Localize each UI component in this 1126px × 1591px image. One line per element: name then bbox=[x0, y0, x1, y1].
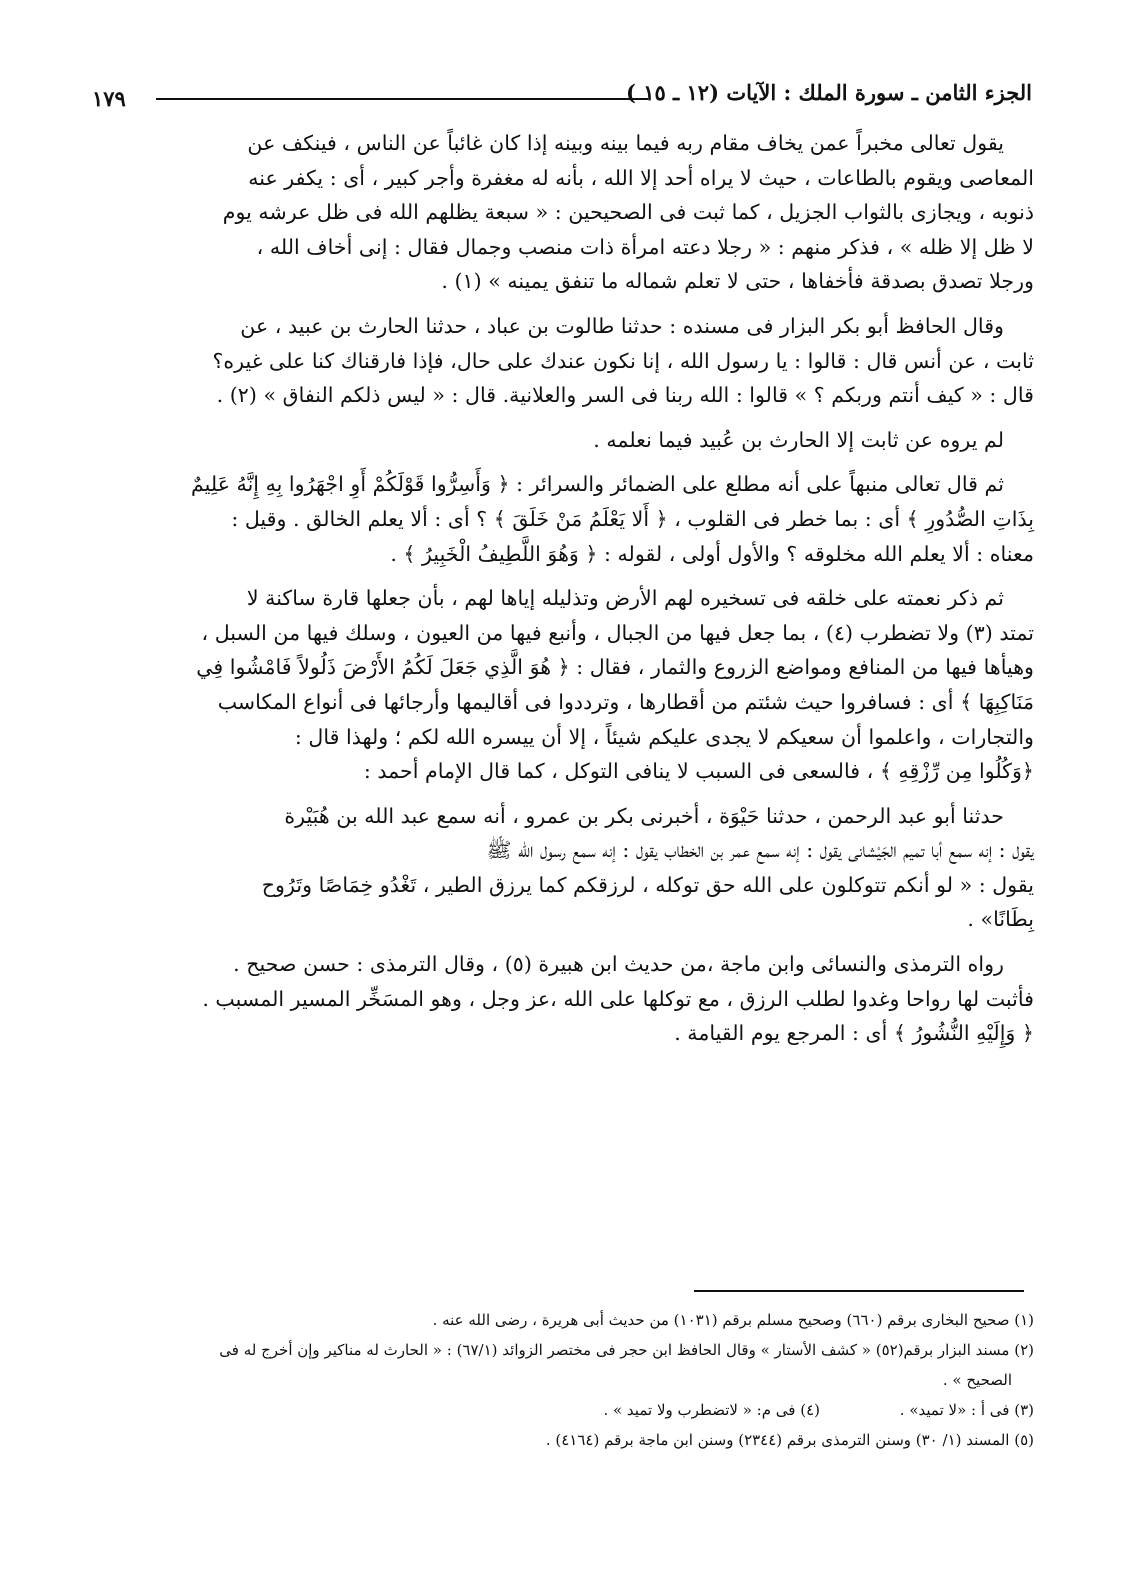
paragraph bbox=[82, 126, 1034, 299]
footnote-2: (٢) مسند البزار برقم(٥٢) « كشف الأستار » وقال الحافظ ابن حجر فى مختصر الزوائد (٦٧/١) : « الحارث له مناكير وإن أخرج له فى bbox=[219, 1341, 1034, 1359]
text-line: ثم قال تعالى منبهاً على أنه مطلع على الضمائر والسرائر : ﴿ وَأَسِرُّوا قَوْلَكُمْ أَوِ اجْهَرُوا بِهِ إِنَّهُ عَلِيمٌ bbox=[190, 472, 1004, 497]
text-line: وقال الحافظ أبو بكر البزار فى مسنده : حدثنا طالوت بن عباد ، حدثنا الحارث بن عبيد ، عن bbox=[240, 313, 1004, 338]
paragraph bbox=[82, 467, 1034, 571]
paragraph bbox=[82, 423, 1034, 458]
paragraph bbox=[82, 799, 1034, 937]
footnote-1: (١) صحيح البخارى برقم (٦٦٠) وصحيح مسلم برقم (١٠٣١) من حديث أبى هريرة ، رضى الله عنه . bbox=[432, 1311, 1034, 1329]
text-line: تمتد (٣) ولا تضطرب (٤) ، بما جعل فيها من الجبال ، وأنبع فيها من العيون ، وسلك فيها من السبل ، bbox=[201, 620, 1034, 645]
text-line: لا ظل إلا ظله » ، فذكر منهم : « رجلا دعته امرأة ذات منصب وجمال فقال : إنى أخاف الله ، bbox=[256, 234, 1034, 259]
text-line: ذنوبه ، ويجازى بالثواب الجزيل ، كما ثبت فى الصحيحين : « سبعة يظلهم الله فى ظل عرشه يوم bbox=[222, 200, 1034, 225]
text-line: ﴿ وَإِلَيْهِ النُّشُورُ ﴾ أى : المرجع يوم القيامة . bbox=[674, 1021, 1034, 1046]
text-line: بِذَاتِ الصُّدُورِ ﴾ أى : بما خطر فى القلوب ، ﴿ أَلا يَعْلَمُ مَنْ خَلَقَ ﴾ ؟ أى : ألا يعلم الخالق . وقيل : bbox=[231, 506, 1034, 531]
text-line: مَنَاكِبِهَا ﴾ أى : فسافروا حيث شئتم من أقطارها ، وترددوا فى أقاليمها وأرجائها فى أنواع المكاسب bbox=[217, 689, 1034, 714]
text-line: المعاصى ويقوم بالطاعات ، حيث لا يراه أحد إلا الله ، بأنه له مغفرة وأجر كبير ، أى : يكفر عنه bbox=[248, 165, 1034, 190]
text-line: والتجارات ، واعلموا أن سعيكم لا يجدى عليكم شيئاً ، إلا أن ييسره الله لكم ؛ ولهذا قال : bbox=[294, 724, 1034, 749]
text-line: حدثنا أبو عبد الرحمن ، حدثنا حَيْوَة ، أخبرنى بكر بن عمرو ، أنه سمع عبد الله بن هُبَيْرة bbox=[284, 803, 1004, 828]
page-number: ١٧٩ bbox=[92, 86, 126, 111]
text-line: قال : « كيف أنتم وربكم ؟ » قالوا : الله ربنا فى السر والعلانية. قال : « ليس ذلكم النفاق » (٢) . bbox=[216, 383, 1034, 408]
paragraph bbox=[82, 581, 1034, 789]
footnote-rule bbox=[694, 1290, 1024, 1292]
text-line: رواه الترمذى والنسائى وابن ماجة ،من حديث ابن هبيرة (٥) ، وقال الترمذى : حسن صحيح . bbox=[233, 952, 1004, 977]
running-title: الجزء الثامن ـ سورة الملك : الآيات (١٢ ـ ١٥ ) bbox=[625, 80, 1032, 105]
text-line: يقول : إنه سمع أبا تميم الجَيْشانى يقول : إنه سمع عمر بن الخطاب يقول : إنه سمع رسول الله ﷺ bbox=[486, 838, 1034, 863]
text-line: فأثبت لها رواحا وغدوا لطلب الرزق ، مع توكلها على الله ،عز وجل ، وهو المسَخِّر المسير المسبب . bbox=[202, 986, 1034, 1011]
footnotes bbox=[82, 1305, 1034, 1455]
text-line: وهيأها فيها من المنافع ومواضع الزروع والثمار ، فقال : ﴿ هُوَ الَّذِي جَعَلَ لَكُمُ الأَرْضَ ذَلُولاً فَامْشُوا فِي bbox=[196, 655, 1034, 680]
footnote-4: (٤) فى م: « لاتضطرب ولا تميد » . bbox=[603, 1401, 820, 1419]
paragraph bbox=[82, 947, 1034, 1051]
text-line: معناه : ألا يعلم الله مخلوقه ؟ والأول أولى ، لقوله : ﴿ وَهُوَ اللَّطِيفُ الْخَبِيرُ ﴾ . bbox=[390, 541, 1034, 566]
page-header bbox=[92, 80, 1032, 120]
footnote-5: (٥) المسند (١/ ٣٠) وسنن الترمذى برقم (٢٣٤٤) وسنن ابن ماجة برقم (٤١٦٤) . bbox=[545, 1431, 1034, 1449]
text-line: ورجلا تصدق بصدقة فأخفاها ، حتى لا تعلم شماله ما تنفق يمينه » (١) . bbox=[441, 269, 1034, 294]
footnote-2-continued: الصحيح » . bbox=[942, 1371, 1012, 1389]
footnote-3: (٣) فى أ : «لا تميد» . bbox=[899, 1401, 1034, 1419]
text-line: ثابت ، عن أنس قال : قالوا : يا رسول الله ، إنا نكون عندك على حال، فإذا فارقناك كنا على غيره؟ bbox=[212, 348, 1034, 373]
main-text bbox=[82, 126, 1034, 1061]
header-rule bbox=[156, 98, 648, 100]
text-line: بِطَانًا» . bbox=[967, 907, 1034, 932]
text-line: لم يروه عن ثابت إلا الحارث بن عُبيد فيما نعلمه . bbox=[593, 427, 1004, 452]
text-line: ﴿وَكُلُوا مِن رِّزْقِهِ ﴾ ، فالسعى فى السبب لا ينافى التوكل ، كما قال الإمام أحمد : bbox=[363, 759, 1034, 784]
text-line: يقول : « لو أنكم تتوكلون على الله حق توكله ، لرزقكم كما يرزق الطير ، تَغْدُو خِمَاصًا وتَرُوح bbox=[261, 872, 1034, 897]
text-line: ثم ذكر نعمته على خلقه فى تسخيره لهم الأرض وتذليله إياها لهم ، بأن جعلها قارة ساكنة لا bbox=[246, 586, 1004, 611]
footnote-row bbox=[82, 1395, 1034, 1425]
text-line: يقول تعالى مخبراً عمن يخاف مقام ربه فيما بينه وبينه إذا كان غائباً عن الناس ، فينكف عن bbox=[247, 131, 1004, 155]
paragraph bbox=[82, 309, 1034, 413]
